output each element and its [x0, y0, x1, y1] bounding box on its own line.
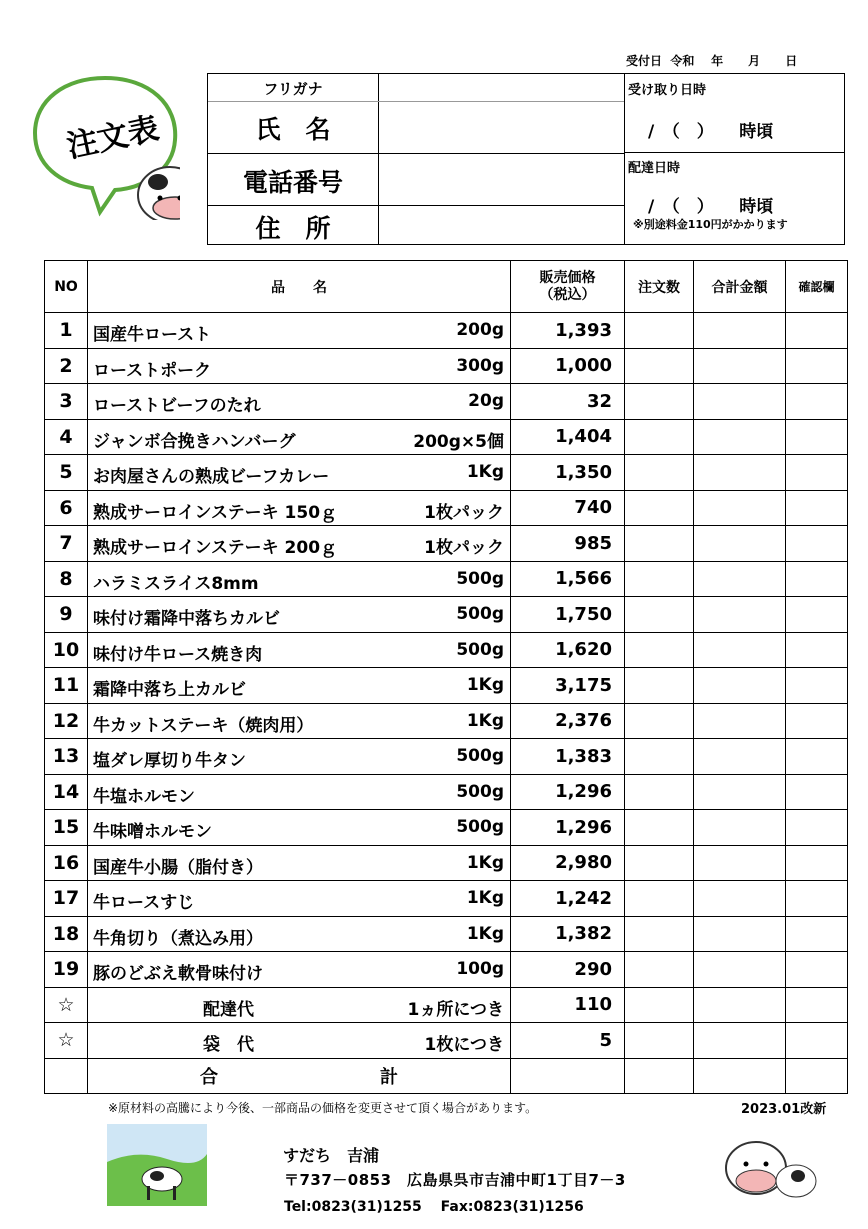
row-no: ☆ [45, 1023, 88, 1059]
item-size: 1Kg [466, 888, 504, 908]
order-row [45, 384, 848, 420]
shop-address: 〒737－0853 広島県呉市吉浦中町1丁目7－3 [284, 1171, 626, 1189]
check-cell[interactable] [786, 881, 848, 917]
amount-cell[interactable] [694, 419, 786, 455]
revision-date: 2023.01改新 [741, 1102, 827, 1117]
row-no: 11 [45, 668, 88, 704]
total-check-cell[interactable] [786, 1058, 848, 1094]
check-cell[interactable] [786, 1023, 848, 1059]
check-cell[interactable] [786, 490, 848, 526]
item-price: 1,382 [511, 916, 625, 952]
item-size: 500g [456, 817, 504, 837]
item-size: 200g [456, 320, 504, 340]
order-row [45, 490, 848, 526]
header-price [511, 261, 625, 313]
item-size: 1Kg [466, 675, 504, 695]
delivery-time-field[interactable]: / （ ） 時頃 [648, 197, 774, 217]
row-no: 17 [45, 881, 88, 917]
item-name: お肉屋さんの熟成ビーフカレー [93, 467, 330, 487]
item-size: 300g [456, 355, 504, 376]
amount-cell[interactable] [694, 845, 786, 881]
item-size: 500g [456, 781, 504, 802]
row-item [88, 881, 511, 917]
name-field[interactable] [379, 102, 624, 153]
item-size: 1枚パック [424, 502, 504, 523]
quantity-cell[interactable] [625, 810, 694, 846]
item-name: 熟成サーロインステーキ 150ｇ [93, 502, 338, 523]
pickup-time-field[interactable]: / （ ） 時頃 [648, 122, 774, 142]
row-no: 4 [45, 419, 88, 455]
item-price: 1,350 [511, 455, 625, 491]
item-price: 3,175 [511, 668, 625, 704]
row-item [88, 774, 511, 810]
amount-cell[interactable] [694, 455, 786, 491]
quantity-cell[interactable] [625, 384, 694, 420]
row-item [88, 810, 511, 846]
check-cell[interactable] [786, 952, 848, 988]
delivery-label: 配達日時 [628, 161, 681, 176]
row-item [88, 632, 511, 668]
item-price: 1,383 [511, 739, 625, 775]
header-check: 確認欄 [786, 261, 848, 313]
item-name: 国産牛小腸（脂付き） [93, 857, 263, 878]
item-name: 味付け牛ロース焼き肉 [93, 644, 263, 665]
check-cell[interactable] [786, 561, 848, 597]
item-size: 200g×5個 [413, 431, 504, 452]
row-item [88, 490, 511, 526]
phone-field[interactable] [379, 154, 624, 205]
item-size: 500g [456, 604, 504, 624]
row-no: 19 [45, 952, 88, 988]
row-item [88, 348, 511, 384]
row-no: 1 [45, 313, 88, 349]
quantity-cell[interactable] [625, 1023, 694, 1059]
item-price: 1,620 [511, 632, 625, 668]
amount-cell[interactable] [694, 916, 786, 952]
furigana-label: フリガナ [263, 80, 323, 98]
amount-cell[interactable] [694, 810, 786, 846]
row-no: 6 [45, 490, 88, 526]
row-no: 9 [45, 597, 88, 633]
shop-name: すだち 吉浦 [283, 1146, 380, 1165]
quantity-cell[interactable] [625, 845, 694, 881]
item-size: 1枚につき [424, 1035, 504, 1055]
quantity-cell[interactable] [625, 668, 694, 704]
quantity-cell[interactable] [625, 632, 694, 668]
row-no: 10 [45, 632, 88, 668]
header-no: NO [45, 261, 88, 313]
pasture-cow-icon [107, 1124, 207, 1206]
amount-cell[interactable] [694, 597, 786, 633]
item-price: 1,296 [511, 774, 625, 810]
item-name: 霜降中落ち上カルビ [93, 680, 246, 700]
item-price: 985 [511, 526, 625, 562]
item-name: ハラミスライス8mm [93, 573, 259, 594]
header-price-line1: 販売価格 [539, 269, 596, 286]
check-cell[interactable] [786, 419, 848, 455]
badge-text: 注文表 [63, 110, 163, 166]
order-row [45, 987, 848, 1023]
item-size: 1ヵ所につき [407, 999, 504, 1020]
order-row [45, 348, 848, 384]
order-row [45, 597, 848, 633]
row-no: 3 [45, 384, 88, 420]
item-price: 1,393 [511, 313, 625, 349]
pickup-label: 受け取り日時 [628, 83, 707, 98]
item-price: 740 [511, 490, 625, 526]
row-item [88, 597, 511, 633]
quantity-cell[interactable] [625, 561, 694, 597]
check-cell[interactable] [786, 703, 848, 739]
total-row-spacer [45, 1058, 88, 1094]
header-total: 合計金額 [694, 261, 786, 313]
row-no: 12 [45, 703, 88, 739]
item-price: 1,000 [511, 348, 625, 384]
amount-cell[interactable] [694, 952, 786, 988]
amount-cell[interactable] [694, 526, 786, 562]
received-date-label: 受付日 令和 年 月 日 [626, 54, 798, 68]
amount-cell[interactable] [694, 384, 786, 420]
item-name: 塩ダレ厚切り牛タン [93, 751, 246, 771]
item-size: 1枚パック [424, 538, 504, 558]
cow-face-icon [716, 1126, 821, 1204]
item-name: ローストポーク [93, 360, 212, 381]
check-cell[interactable] [786, 384, 848, 420]
amount-cell[interactable] [694, 987, 786, 1023]
check-cell[interactable] [786, 632, 848, 668]
check-cell[interactable] [786, 739, 848, 775]
check-cell[interactable] [786, 526, 848, 562]
order-row [45, 916, 848, 952]
item-name: 国産牛ロースト [93, 325, 212, 345]
item-name: 牛ロースすじ [93, 893, 195, 913]
check-cell[interactable] [786, 774, 848, 810]
order-row [45, 632, 848, 668]
item-name: 牛カットステーキ（焼肉用） [93, 715, 314, 736]
header-name: 品 名 [88, 261, 511, 313]
row-item [88, 526, 511, 562]
check-cell[interactable] [786, 987, 848, 1023]
customer-info-table [207, 73, 845, 245]
row-no: 13 [45, 739, 88, 775]
total-qty-cell[interactable] [625, 1058, 694, 1094]
item-name: 牛塩ホルモン [93, 786, 195, 807]
row-no: 5 [45, 455, 88, 491]
order-row [45, 526, 848, 562]
quantity-cell[interactable] [625, 348, 694, 384]
shop-contact: Tel:0823(31)1255 Fax:0823(31)1256 [284, 1199, 584, 1215]
order-row [45, 419, 848, 455]
quantity-cell[interactable] [625, 987, 694, 1023]
quantity-cell[interactable] [625, 313, 694, 349]
order-row [45, 668, 848, 704]
price-change-note: ※原材料の高騰により今後、一部商品の価格を変更させて頂く場合があります。 [108, 1101, 538, 1115]
check-cell[interactable] [786, 348, 848, 384]
furigana-field[interactable] [379, 74, 624, 101]
header-price-line2: （税込） [539, 286, 596, 303]
item-price: 1,750 [511, 597, 625, 633]
quantity-cell[interactable] [625, 703, 694, 739]
quantity-cell[interactable] [625, 739, 694, 775]
address-field[interactable] [379, 206, 624, 245]
amount-cell[interactable] [694, 313, 786, 349]
row-no: 18 [45, 916, 88, 952]
row-item [88, 987, 511, 1023]
row-no: 7 [45, 526, 88, 562]
item-name: 豚のどぶえ軟骨味付け [93, 964, 263, 984]
item-name: ローストビーフのたれ [93, 396, 261, 416]
row-no: 8 [45, 561, 88, 597]
delivery-fee-note: ※別途料金110円がかかります [633, 218, 788, 231]
row-item [88, 668, 511, 704]
total-label: 合 計 [88, 1058, 511, 1094]
order-row [45, 845, 848, 881]
amount-cell[interactable] [694, 490, 786, 526]
amount-cell[interactable] [694, 739, 786, 775]
item-name: 牛味噌ホルモン [93, 822, 212, 842]
item-price: 32 [511, 384, 625, 420]
amount-cell[interactable] [694, 668, 786, 704]
item-price: 1,242 [511, 881, 625, 917]
row-item [88, 561, 511, 597]
row-no: 15 [45, 810, 88, 846]
item-price: 1,296 [511, 810, 625, 846]
item-size: 500g [456, 746, 504, 766]
check-cell[interactable] [786, 597, 848, 633]
order-row [45, 703, 848, 739]
item-price: 2,376 [511, 703, 625, 739]
item-name: ジャンボ合挽きハンバーグ [93, 431, 296, 452]
order-row [45, 561, 848, 597]
name-label: 氏 名 [255, 115, 331, 144]
quantity-cell[interactable] [625, 916, 694, 952]
row-no: 16 [45, 845, 88, 881]
grand-total-cell[interactable] [694, 1058, 786, 1094]
order-row [45, 1023, 848, 1059]
item-price: 1,404 [511, 419, 625, 455]
row-item [88, 739, 511, 775]
check-cell[interactable] [786, 313, 848, 349]
quantity-cell[interactable] [625, 455, 694, 491]
item-price: 1,566 [511, 561, 625, 597]
quantity-cell[interactable] [625, 774, 694, 810]
amount-cell[interactable] [694, 881, 786, 917]
order-row [45, 313, 848, 349]
check-cell[interactable] [786, 810, 848, 846]
item-price: 290 [511, 952, 625, 988]
quantity-cell[interactable] [625, 952, 694, 988]
amount-cell[interactable] [694, 703, 786, 739]
item-size: 1Kg [466, 852, 504, 873]
row-no: 2 [45, 348, 88, 384]
row-item [88, 952, 511, 988]
item-size: 1Kg [466, 462, 504, 482]
check-cell[interactable] [786, 845, 848, 881]
order-row [45, 455, 848, 491]
item-size: 20g [468, 391, 504, 411]
check-cell[interactable] [786, 455, 848, 491]
check-cell[interactable] [786, 668, 848, 704]
header-qty: 注文数 [625, 261, 694, 313]
item-size: 1Kg [466, 923, 504, 944]
item-size: 100g [456, 959, 504, 979]
quantity-cell[interactable] [625, 490, 694, 526]
item-name: 熟成サーロインステーキ 200ｇ [93, 538, 338, 558]
row-item [88, 1023, 511, 1059]
amount-cell[interactable] [694, 561, 786, 597]
amount-cell[interactable] [694, 1023, 786, 1059]
item-price: 5 [511, 1023, 625, 1059]
order-row [45, 774, 848, 810]
phone-label: 電話番号 [242, 168, 343, 197]
check-cell[interactable] [786, 916, 848, 952]
order-table [44, 260, 848, 1094]
item-name: 配達代 [203, 999, 254, 1020]
quantity-cell[interactable] [625, 526, 694, 562]
item-price: 2,980 [511, 845, 625, 881]
order-row [45, 881, 848, 917]
row-item [88, 313, 511, 349]
item-name: 牛角切り（煮込み用） [93, 928, 263, 949]
order-row [45, 952, 848, 988]
order-row [45, 810, 848, 846]
address-label: 住 所 [255, 214, 331, 243]
item-size: 500g [456, 568, 504, 589]
item-price: 110 [511, 987, 625, 1023]
row-item [88, 419, 511, 455]
item-name: 味付け霜降中落ちカルビ [93, 609, 280, 629]
quantity-cell[interactable] [625, 419, 694, 455]
amount-cell[interactable] [694, 348, 786, 384]
row-item [88, 916, 511, 952]
row-no: ☆ [45, 987, 88, 1023]
row-item [88, 384, 511, 420]
row-no: 14 [45, 774, 88, 810]
item-size: 500g [456, 639, 504, 660]
quantity-cell[interactable] [625, 881, 694, 917]
item-name: 袋 代 [203, 1035, 254, 1055]
total-price-cell [511, 1058, 625, 1094]
item-size: 1Kg [466, 710, 504, 731]
order-row [45, 739, 848, 775]
amount-cell[interactable] [694, 774, 786, 810]
row-item [88, 845, 511, 881]
amount-cell[interactable] [694, 632, 786, 668]
quantity-cell[interactable] [625, 597, 694, 633]
row-item [88, 703, 511, 739]
row-item [88, 455, 511, 491]
